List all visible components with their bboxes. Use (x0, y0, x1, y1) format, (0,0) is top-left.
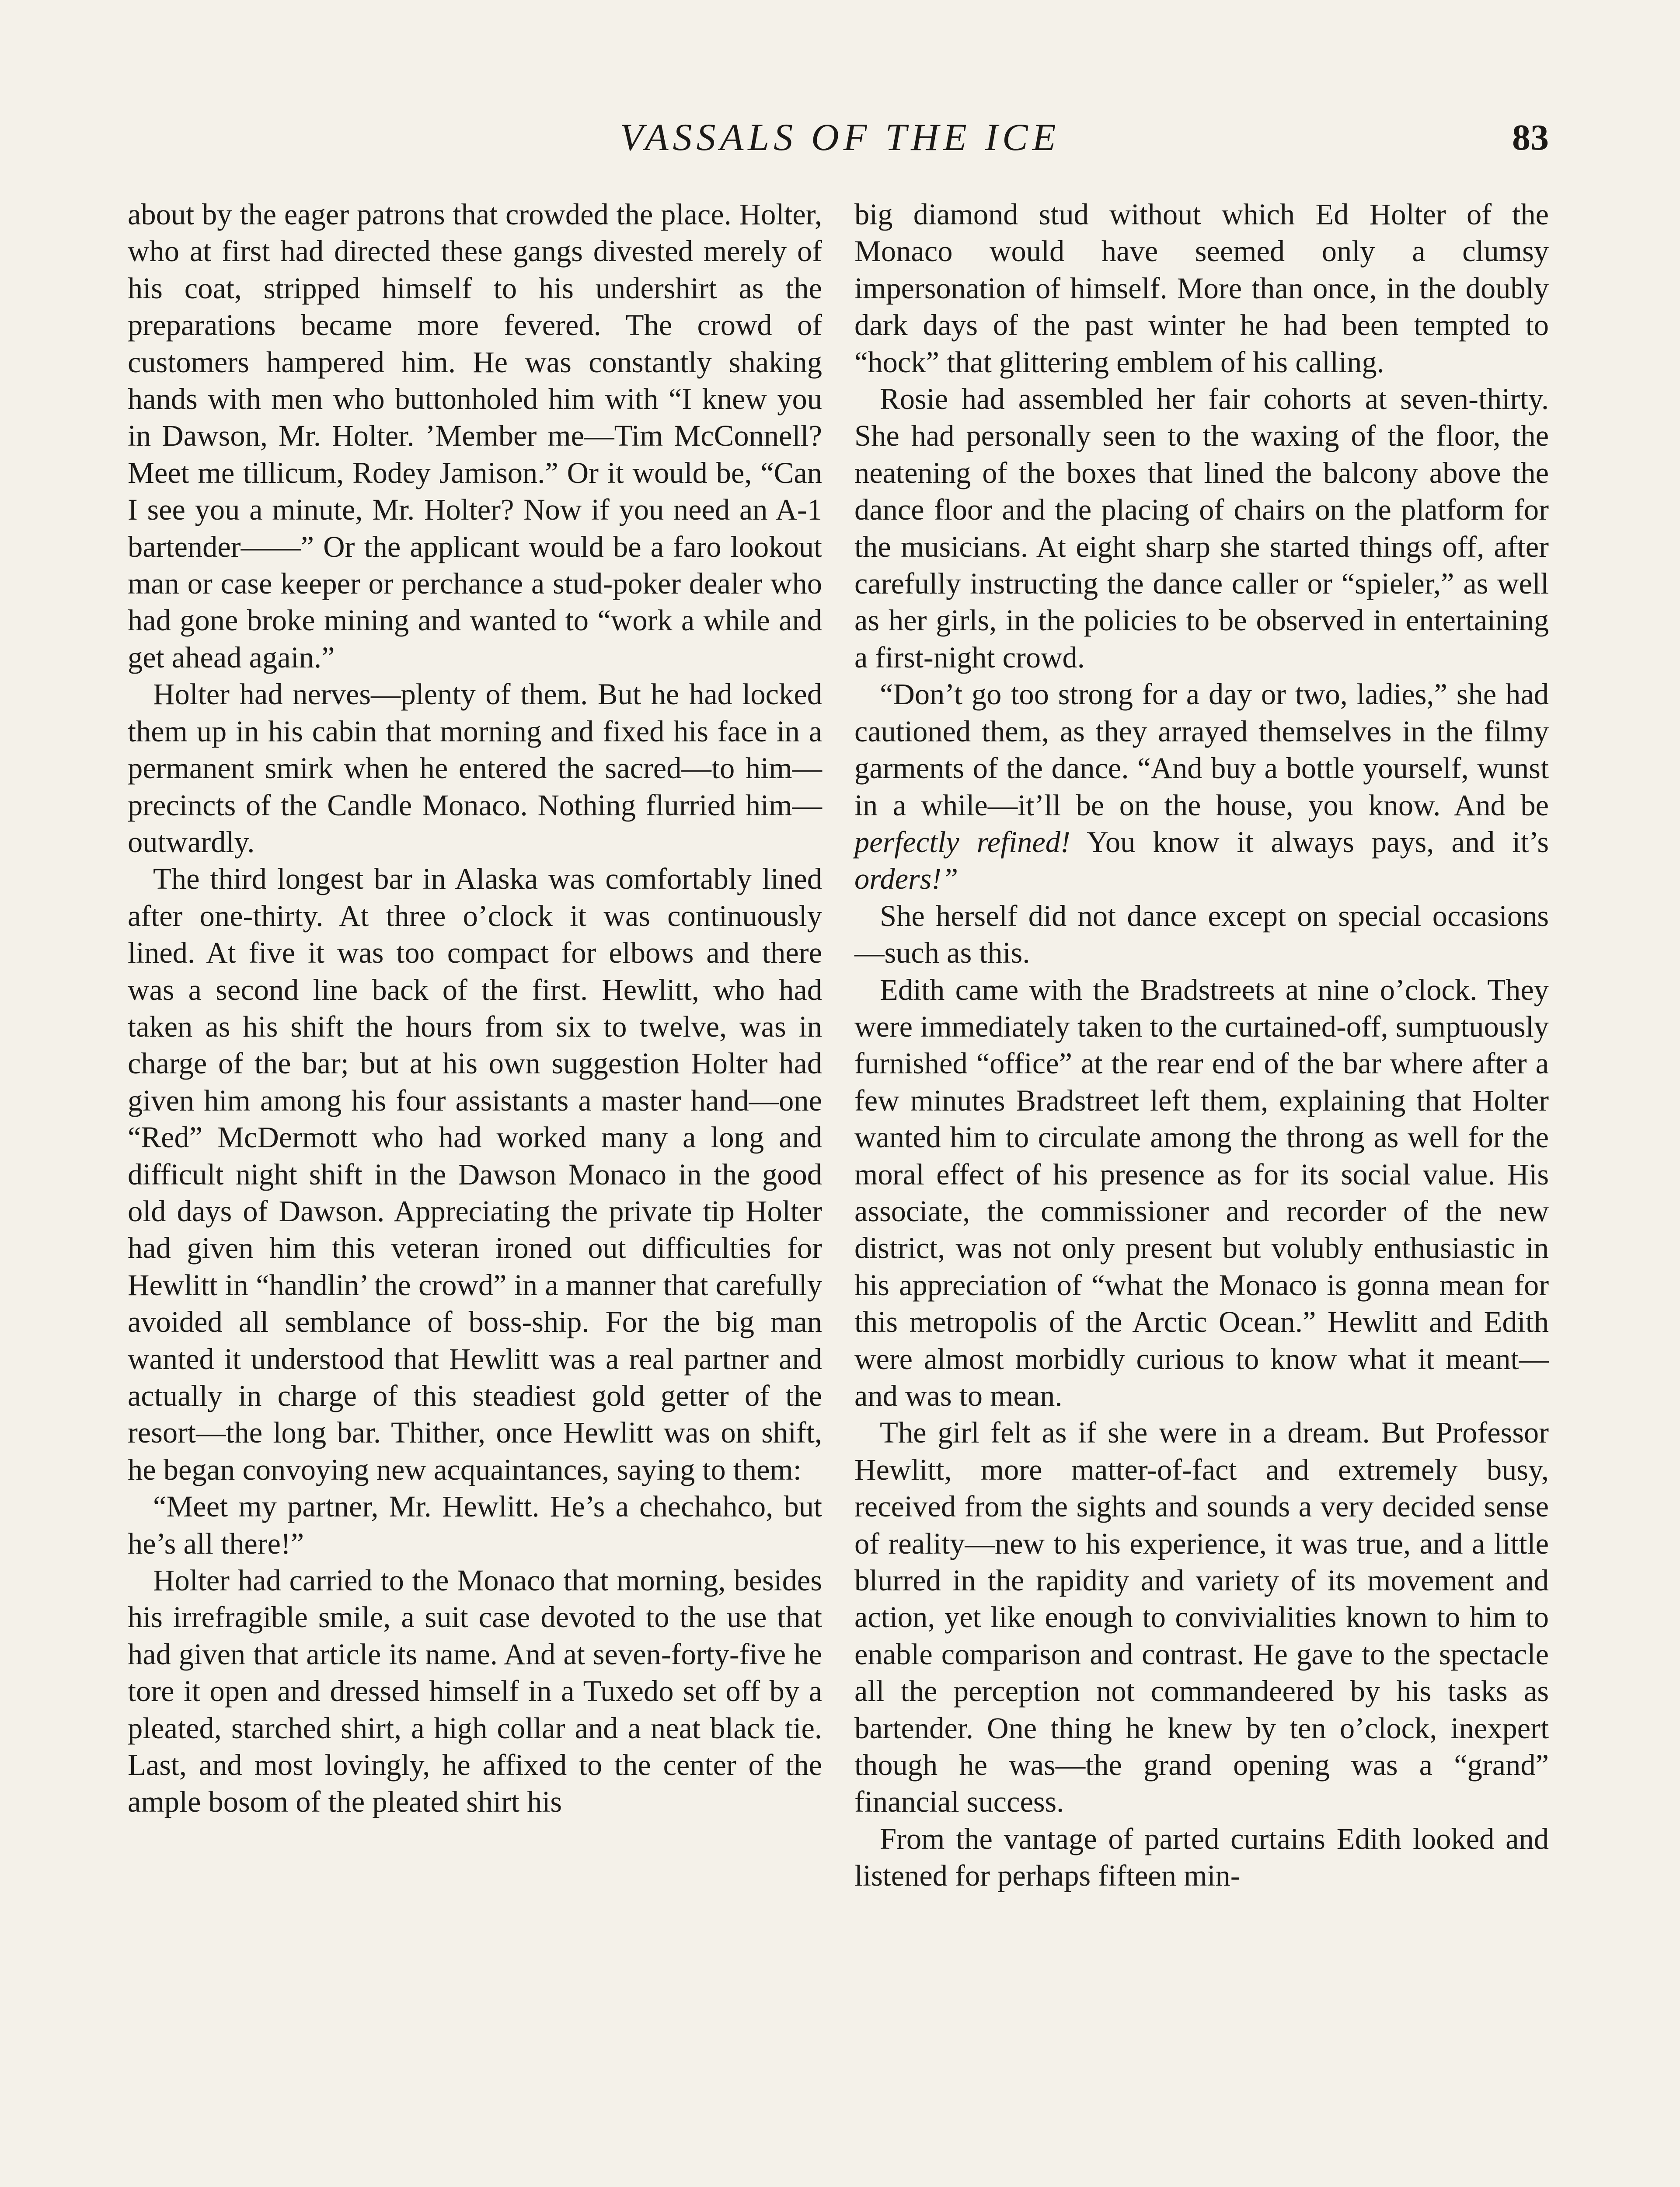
left-column (128, 196, 822, 1820)
paragraph: Holter had nerves—plenty of them. But he had locked them up in his cabin that morning and fixed his face in a permanent smirk when he entered the sacred—to him—precincts of the Candle Monaco. Nothing flurried him—outwardly. (128, 678, 822, 859)
paragraph: Holter had carried to the Monaco that morning, besides his irrefragible smile, a suit case devoted to the use that had given that article its name. And at seven-forty-five he tore it open and dressed himself in a Tuxedo set off by a pleated, starched shirt, a high collar and a neat black tie. Last, and most lovingly, he affixed to the center of the ample bosom of the pleated shirt his (128, 1564, 822, 1819)
running-title: VASSALS OF THE ICE (620, 116, 1060, 159)
paragraph: The third longest bar in Alaska was comfortably lined after one-thirty. At three o’clock it was continuously lined. At five it was too compact for elbows and there was a second line back of the first. Hewlitt, who had taken as his shift the hours from six to twelve, was in charge of the bar; but at his own suggestion Holter had given him among his four assistants a master hand—one “Red” McDermott who had worked many a long and difficult night shift in the Dawson Monaco in the good old days of Dawson. Appreciating the private tip Holter had given him this veteran ironed out difficulties for Hewlitt in “handlin’ the crowd” in a manner that carefully avoided all semblance of boss-ship. For the big man wanted it understood that Hewlitt was a real partner and actually in charge of this steadiest gold getter of the resort—the long bar. Thither, once Hewlitt was on shift, he began convoying new acquaintances, saying to them: (128, 862, 822, 1486)
page-header (131, 103, 1549, 173)
paragraph: The girl felt as if she were in a dream. But Professor Hewlitt, more matter-of-fact and extremely busy, received from the sights and sounds a very decided sense of reality—new to his experience, it was true, and a little blurred in the rapidity and variety of its movement and action, yet like enough to convivialities known to him to enable comparison and contrast. He gave to the spectacle all the perception not commandeered by his tasks as bartender. One thing he knew by ten o’clock, inexpert though he was—the grand opening was a “grand” financial success. (854, 1416, 1549, 1819)
paragraph-text: You know it always pays, and it’s (1070, 825, 1549, 859)
paragraph: “Meet my partner, Mr. Hewlitt. He’s a chechahco, but he’s all there!” (128, 1490, 822, 1560)
italic-text: perfectly refined! (854, 825, 1070, 859)
paragraph-text: “Don’t go too strong for a day or two, ladies,” she had cautioned them, as they arrayed themselves in the filmy garments of the dance. “And buy a bottle yourself, wunst in a while—it’ll be on the house, you know. And be (854, 678, 1549, 822)
paragraph: From the vantage of parted curtains Edith looked and listened for perhaps fifteen min- (854, 1822, 1549, 1893)
italic-text: orders!” (854, 862, 959, 896)
paragraph: She herself did not dance except on special occasions—such as this. (854, 899, 1549, 970)
paragraph: about by the eager patrons that crowded the place. Holter, who at first had directed these gangs divested merely of his coat, stripped himself to his undershirt as the preparations became more fevered. The crowd of customers hampered him. He was constantly shaking hands with men who buttonholed him with “I knew you in Dawson, Mr. Holter. ’Member me—Tim McConnell? Meet me tillicum, Rodey Jamison.” Or it would be, “Can I see you a minute, Mr. Holter? Now if you need an A-1 bartender——” Or the applicant would be a faro lookout man or case keeper or perchance a stud-poker dealer who had gone broke mining and wanted to “work a while and get ahead again.” (128, 198, 822, 674)
paragraph (854, 676, 1549, 897)
page-number: 83 (1512, 117, 1549, 158)
right-column (854, 196, 1549, 1894)
paragraph: Rosie had assembled her fair cohorts at seven-thirty. She had personally seen to the waxing of the floor, the neatening of the boxes that lined the balcony above the dance floor and the placing of chairs on the platform for the musicians. At eight sharp she started things off, after carefully instructing the dance caller or “spieler,” as well as her girls, in the policies to be observed in entertaining a first-night crowd. (854, 382, 1549, 674)
paragraph: big diamond stud without which Ed Holter of the Monaco would have seemed only a clumsy impersonation of himself. More than once, in the doubly dark days of the past winter he had been tempted to “hock” that glittering emblem of his calling. (854, 198, 1549, 379)
paragraph: Edith came with the Bradstreets at nine o’clock. They were immediately taken to the curtained-off, sumptuously furnished “office” at the rear end of the bar where after a few minutes Bradstreet left them, explaining that Holter wanted him to circulate among the throng as well for the moral effect of his presence as for its social value. His associate, the commissioner and recorder of the new district, was not only present but volubly enthusiastic in his appreciation of “what the Monaco is gonna mean for this metropolis of the Arctic Ocean.” Hewlitt and Edith were almost morbidly curious to know what it meant—and was to mean. (854, 973, 1549, 1412)
